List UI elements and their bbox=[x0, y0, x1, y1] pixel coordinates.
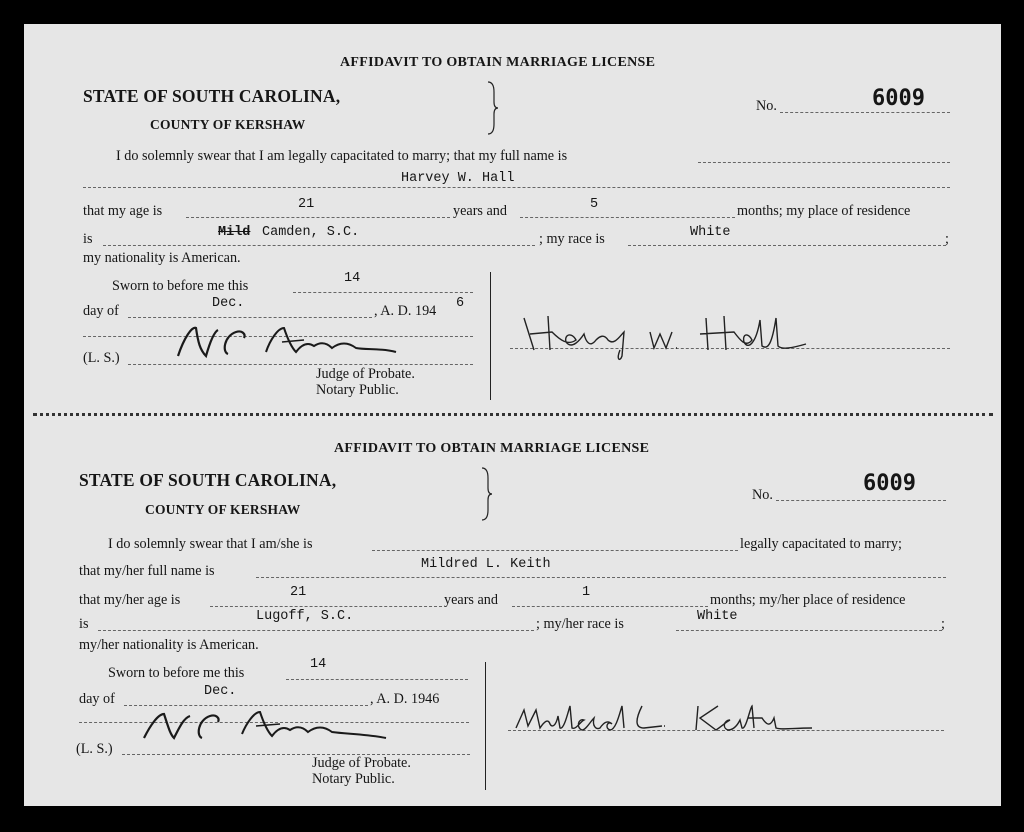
affidavit-heading: AFFIDAVIT TO OBTAIN MARRIAGE LICENSE bbox=[334, 441, 650, 456]
judge-label: Judge of Probate. bbox=[316, 366, 415, 382]
state-label: STATE OF SOUTH CAROLINA, bbox=[79, 470, 337, 490]
race-label: ; my race is bbox=[539, 231, 605, 247]
race-label: ; my/her race is bbox=[536, 616, 624, 632]
sworn-label: Sworn to before me this bbox=[108, 665, 245, 681]
oath-text: I do solemnly swear that I am/she is bbox=[108, 536, 313, 552]
name-label: that my/her full name is bbox=[79, 563, 215, 579]
full-name-value: Mildred L. Keith bbox=[421, 557, 551, 572]
race-value: White bbox=[690, 225, 731, 240]
is-label: is bbox=[83, 231, 93, 247]
age-label: that my age is bbox=[83, 203, 163, 219]
county-label: COUNTY OF KERSHAW bbox=[150, 117, 306, 132]
residence-value: Camden, S.C. bbox=[262, 225, 360, 240]
age-months-value: 1 bbox=[582, 585, 591, 600]
notary-label: Notary Public. bbox=[316, 382, 399, 398]
age-years-value: 21 bbox=[298, 197, 315, 212]
semicolon: ; bbox=[945, 231, 949, 247]
years-and-label: years and bbox=[444, 592, 498, 608]
ls-label: (L. S.) bbox=[76, 741, 113, 757]
official-signature bbox=[170, 318, 410, 373]
age-label: that my/her age is bbox=[79, 592, 181, 608]
ad-label: , A. D. 194 bbox=[374, 303, 437, 319]
age-months-value: 5 bbox=[590, 197, 599, 212]
nationality-text: my/her nationality is American. bbox=[79, 637, 259, 653]
struck-residence: Mild bbox=[218, 225, 251, 240]
brace bbox=[486, 80, 500, 136]
oath-text-continued: legally capacitated to marry; bbox=[740, 536, 902, 552]
official-signature bbox=[140, 704, 400, 759]
years-and-label: years and bbox=[453, 203, 507, 219]
months-label: months; my place of residence bbox=[737, 203, 911, 219]
ls-label: (L. S.) bbox=[83, 350, 120, 366]
perforation-line bbox=[33, 413, 993, 416]
judge-label: Judge of Probate. bbox=[312, 755, 411, 771]
full-name-value: Harvey W. Hall bbox=[401, 171, 515, 186]
county-label: COUNTY OF KERSHAW bbox=[145, 502, 301, 517]
sworn-day-value: 14 bbox=[344, 271, 361, 286]
applicant-signature bbox=[512, 698, 842, 743]
sworn-label: Sworn to before me this bbox=[112, 278, 249, 294]
month-value: Dec. bbox=[212, 296, 245, 311]
residence-value: Lugoff, S.C. bbox=[256, 609, 354, 624]
semicolon: ; bbox=[941, 616, 945, 632]
months-label: months; my/her place of residence bbox=[710, 592, 906, 608]
day-of-label: day of bbox=[83, 303, 119, 319]
sworn-day-value: 14 bbox=[310, 657, 327, 672]
number-label: No. bbox=[752, 487, 773, 503]
age-years-value: 21 bbox=[290, 585, 307, 600]
nationality-text: my nationality is American. bbox=[83, 250, 241, 266]
ad-label: , A. D. 1946 bbox=[370, 691, 440, 707]
race-value: White bbox=[697, 609, 738, 624]
notary-label: Notary Public. bbox=[312, 771, 395, 787]
brace bbox=[480, 466, 494, 522]
license-number: 6009 bbox=[872, 86, 925, 111]
month-value: Dec. bbox=[204, 684, 237, 699]
license-number: 6009 bbox=[863, 471, 916, 496]
affidavit-heading: AFFIDAVIT TO OBTAIN MARRIAGE LICENSE bbox=[340, 55, 656, 70]
year-digit-value: 6 bbox=[456, 296, 465, 311]
oath-text: I do solemnly swear that I am legally capacitated to marry; that my full name is bbox=[116, 148, 568, 164]
state-label: STATE OF SOUTH CAROLINA, bbox=[83, 86, 341, 106]
applicant-signature bbox=[520, 310, 820, 365]
number-label: No. bbox=[756, 98, 777, 114]
day-of-label: day of bbox=[79, 691, 115, 707]
is-label: is bbox=[79, 616, 89, 632]
